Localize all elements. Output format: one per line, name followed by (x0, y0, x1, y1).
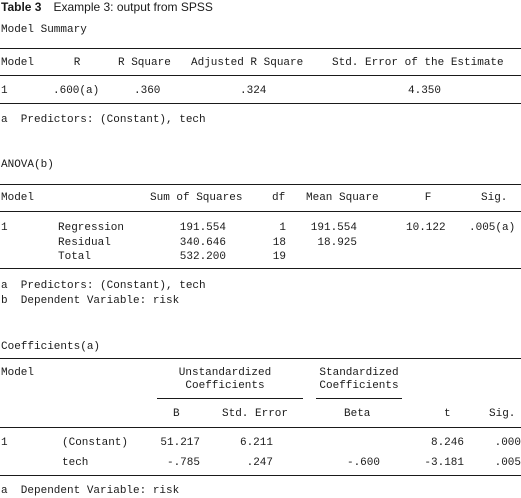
anova-row-sig: .005(a) (469, 222, 516, 234)
coef-header-unstd-line1: Unstandardized (178, 367, 272, 379)
ms-header-model: Model (1, 57, 35, 69)
coef-footnote: a Dependent Variable: risk (1, 485, 180, 497)
ms-row-r-square: .360 (134, 85, 161, 97)
model-summary-heading: Model Summary (1, 24, 87, 36)
anova-header-sig: Sig. (481, 192, 508, 204)
anova-row-df: 18 (272, 237, 286, 249)
coef-row-t: -3.181 (424, 457, 464, 469)
anova-top-rule (0, 184, 521, 185)
ms-header-r: R (73, 57, 81, 69)
anova-row-label: Regression (58, 222, 125, 234)
anova-header-mean-sq: Mean Square (306, 192, 379, 204)
anova-row-sum-sq: 340.646 (179, 237, 226, 249)
table-caption: Example 3: output from SPSS (53, 0, 213, 14)
anova-header-rule (0, 211, 521, 212)
anova-row-mean-sq: 191.554 (310, 222, 357, 234)
ms-header-r-square: R Square (118, 57, 171, 69)
coef-row-label: tech (62, 457, 89, 469)
anova-header-f: F (424, 192, 432, 204)
coef-header-std-line1: Standardized (319, 367, 399, 379)
coef-header-sig: Sig. (489, 408, 516, 420)
ms-header-std-error: Std. Error of the Estimate (332, 57, 504, 69)
coef-header-std-line2: Coefficients (319, 380, 399, 392)
coef-row-t: 8.246 (430, 437, 464, 449)
coefficients-heading: Coefficients(a) (1, 341, 101, 353)
anova-header-sum-sq: Sum of Squares (150, 192, 243, 204)
anova-header-model: Model (1, 192, 35, 204)
coef-header-unstd-line2: Coefficients (185, 380, 265, 392)
anova-header-df: df (272, 192, 286, 204)
coef-row-b: 51.217 (160, 437, 200, 449)
std-group-rule (316, 398, 402, 399)
coef-row-std-error: 6.211 (239, 437, 273, 449)
model-summary-top-rule (0, 48, 521, 49)
ms-header-adj-r-square: Adjusted R Square (191, 57, 304, 69)
coef-row-std-error: .247 (246, 457, 273, 469)
anova-row-label: Total (58, 251, 92, 263)
anova-bottom-rule (0, 268, 521, 269)
model-summary-header-rule (0, 75, 521, 76)
ms-row-std-error: 4.350 (408, 85, 442, 97)
coef-model-number: 1 (1, 437, 8, 449)
coef-row-b: -.785 (166, 457, 200, 469)
coef-header-std-error: Std. Error (222, 408, 289, 420)
coefficients-top-rule (0, 358, 521, 359)
coef-header-t: t (444, 408, 451, 420)
anova-row-sum-sq: 532.200 (179, 251, 226, 263)
anova-model-number: 1 (1, 222, 8, 234)
coef-row-label: (Constant) (62, 437, 129, 449)
ms-footnote: a Predictors: (Constant), tech (1, 114, 206, 126)
anova-row-label: Residual (58, 237, 111, 249)
model-summary-bottom-rule (0, 103, 521, 104)
anova-row-df: 19 (272, 251, 286, 263)
anova-row-mean-sq: 18.925 (317, 237, 357, 249)
coef-header-model: Model (1, 367, 35, 379)
coefficients-header-rule (0, 427, 521, 428)
table-number: Table 3 (1, 0, 42, 14)
anova-footnote-b: b Dependent Variable: risk (1, 295, 180, 307)
coef-row-sig: .000 (494, 437, 521, 449)
coef-row-sig: .005 (494, 457, 521, 469)
ms-row-adj-r-square: .324 (240, 85, 267, 97)
ms-row-r: .600(a) (53, 85, 100, 97)
anova-heading: ANOVA(b) (1, 159, 54, 171)
anova-row-sum-sq: 191.554 (179, 222, 226, 234)
coefficients-bottom-rule (0, 475, 521, 476)
ms-row-model: 1 (1, 85, 8, 97)
table-title (1, 0, 213, 14)
coef-header-b: B (173, 408, 180, 420)
coef-header-beta: Beta (344, 408, 371, 420)
anova-row-df: 1 (279, 222, 286, 234)
coef-row-beta: -.600 (346, 457, 380, 469)
anova-footnote-a: a Predictors: (Constant), tech (1, 280, 206, 292)
anova-row-f: 10.122 (406, 222, 446, 234)
unstd-group-rule (157, 398, 303, 399)
